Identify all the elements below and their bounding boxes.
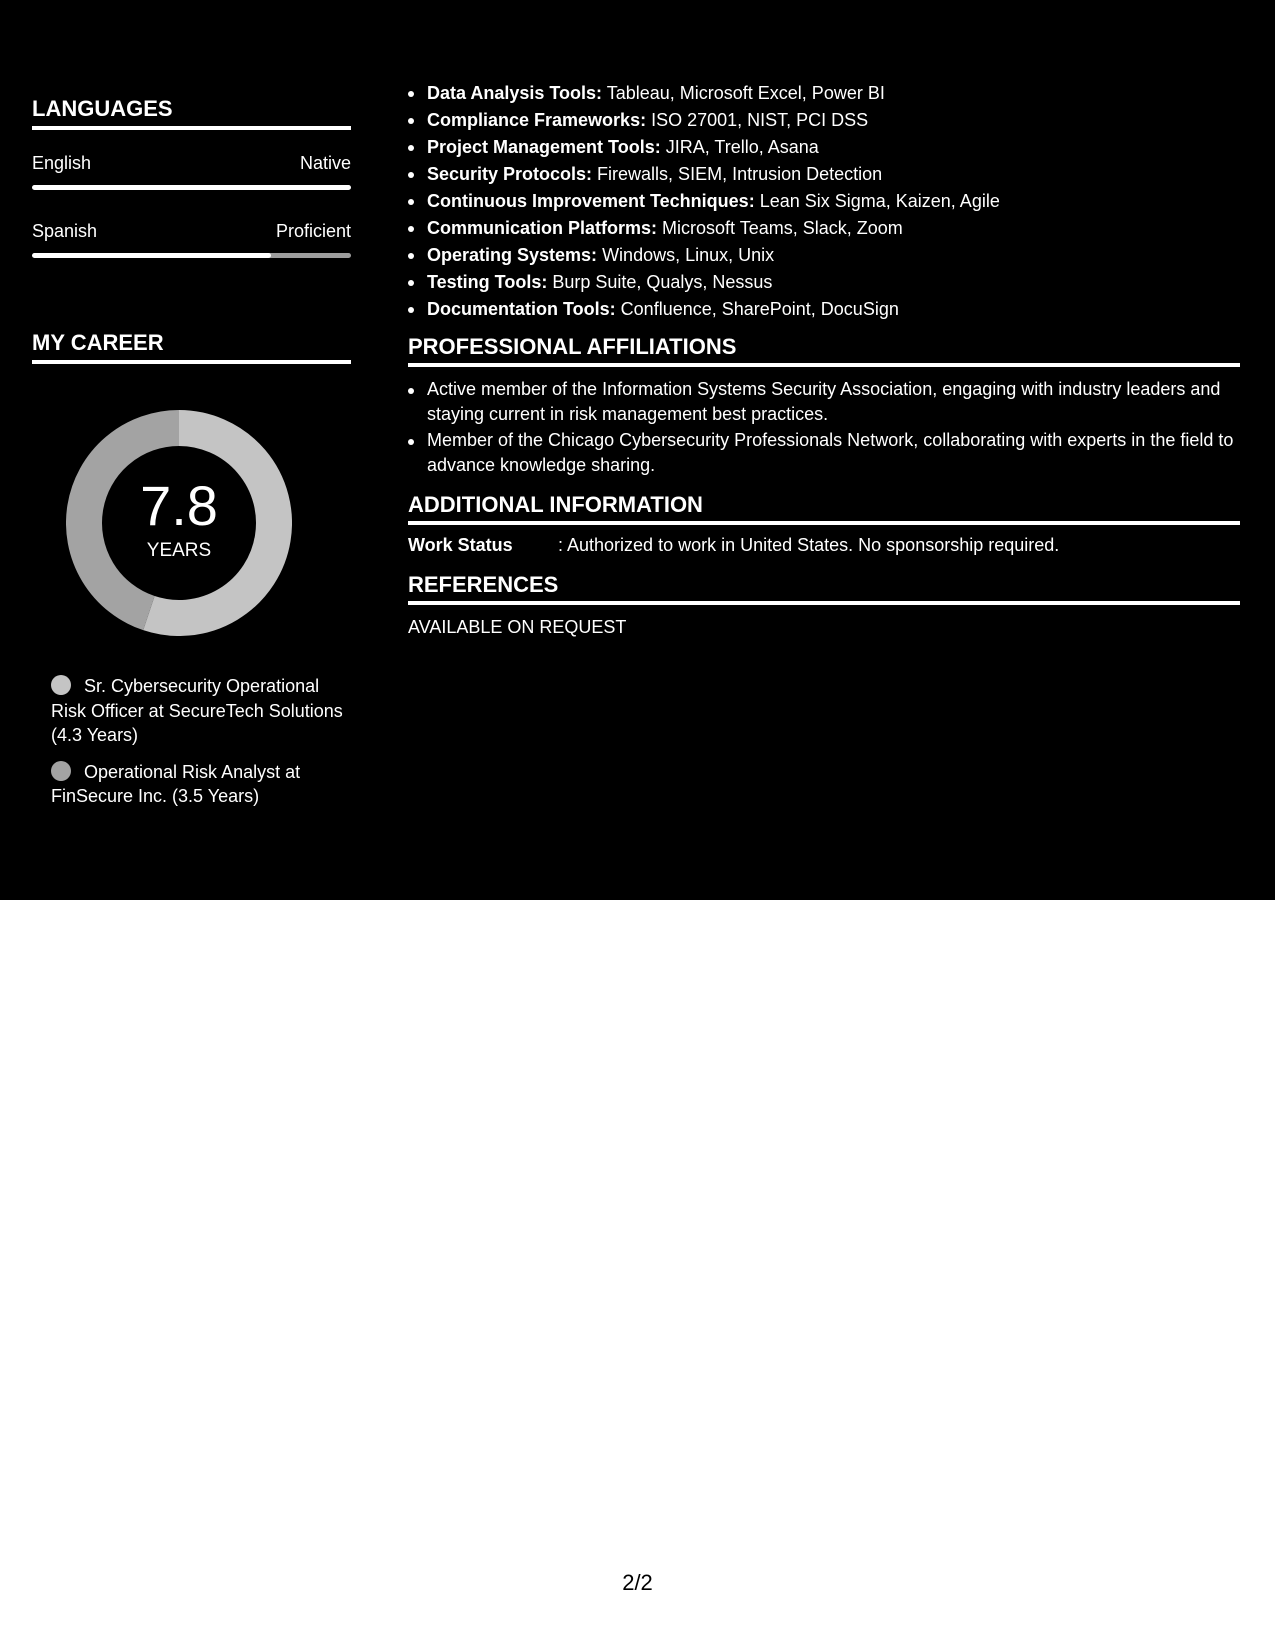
- skill-item: [408, 269, 1240, 296]
- language-proficiency-fill: [32, 185, 351, 190]
- language-proficiency-bar: [32, 185, 351, 190]
- skills-list: [408, 80, 1240, 323]
- skill-value: JIRA, Trello, Asana: [660, 137, 819, 157]
- donut-center: [66, 410, 292, 636]
- skill-label: Documentation Tools:: [427, 299, 616, 319]
- language-proficiency-fill: [32, 253, 271, 258]
- career-donut-chart: [66, 410, 292, 636]
- career-total-years: 7.8: [140, 474, 218, 537]
- language-name: Spanish: [32, 221, 98, 241]
- affiliation-item: Active member of the Information Systems Security Association, engaging with industry leaders and staying current in risk management best practices.: [408, 377, 1240, 426]
- language-item-spanish: [32, 220, 351, 258]
- career-legend-item: [51, 674, 351, 748]
- skill-label: Continuous Improvement Techniques:: [427, 191, 755, 211]
- skill-label: Communication Platforms:: [427, 218, 658, 238]
- legend-dot-icon: [51, 761, 71, 781]
- skill-label: Security Protocols:: [427, 164, 593, 184]
- skill-item: [408, 242, 1240, 269]
- career-title: MY CAREER: [32, 326, 351, 364]
- affiliations-list: [408, 377, 1240, 477]
- page-number: 2/2: [622, 1570, 653, 1595]
- work-status-value: : Authorized to work in United States. No sponsorship required.: [558, 535, 1060, 555]
- skill-item: [408, 188, 1240, 215]
- skill-label: Data Analysis Tools:: [427, 83, 603, 103]
- skill-value: Microsoft Teams, Slack, Zoom: [657, 218, 903, 238]
- skill-value: ISO 27001, NIST, PCI DSS: [646, 110, 869, 130]
- references-text: AVAILABLE ON REQUEST: [408, 617, 627, 637]
- skill-label: Operating Systems:: [427, 245, 598, 265]
- skill-item: [408, 296, 1240, 323]
- language-proficiency-bar: [32, 253, 351, 258]
- languages-title: LANGUAGES: [32, 92, 351, 130]
- skill-item: [408, 161, 1240, 188]
- language-level: Proficient: [275, 221, 351, 241]
- additional-info-title: ADDITIONAL INFORMATION: [408, 489, 1240, 525]
- left-column: [32, 92, 351, 821]
- skill-label: Compliance Frameworks:: [427, 110, 647, 130]
- references-title: REFERENCES: [408, 569, 1240, 605]
- work-status-label: Work Status: [408, 535, 513, 555]
- skill-item: [408, 80, 1240, 107]
- work-status-row: [408, 533, 1240, 557]
- skill-label: Project Management Tools:: [427, 137, 661, 157]
- career-total-unit: YEARS: [146, 540, 212, 561]
- skill-value: Windows, Linux, Unix: [597, 245, 775, 265]
- skill-item: [408, 134, 1240, 161]
- career-legend-label: Sr. Cybersecurity Operational Risk Officer at SecureTech Solutions (4.3 Years): [51, 676, 343, 745]
- skill-item: [408, 215, 1240, 242]
- affiliation-item: Member of the Chicago Cybersecurity Professionals Network, collaborating with experts in the field to advance knowledge sharing.: [408, 428, 1240, 477]
- career-legend: [51, 674, 351, 809]
- skill-item: [408, 107, 1240, 134]
- language-name: English: [32, 153, 92, 173]
- legend-dot-icon: [51, 675, 71, 695]
- skill-value: Burp Suite, Qualys, Nessus: [547, 272, 773, 292]
- career-legend-label: Operational Risk Analyst at FinSecure Inc. (3.5 Years): [51, 761, 301, 806]
- career-legend-item: [51, 760, 351, 809]
- right-column: [408, 80, 1240, 639]
- skill-value: Lean Six Sigma, Kaizen, Agile: [754, 191, 1000, 211]
- skill-value: Confluence, SharePoint, DocuSign: [615, 299, 899, 319]
- language-level: Native: [299, 153, 351, 173]
- language-item-english: [32, 152, 351, 190]
- skill-value: Firewalls, SIEM, Intrusion Detection: [592, 164, 883, 184]
- skill-value: Tableau, Microsoft Excel, Power BI: [602, 83, 885, 103]
- skill-label: Testing Tools:: [427, 272, 548, 292]
- affiliations-title: PROFESSIONAL AFFILIATIONS: [408, 331, 1240, 367]
